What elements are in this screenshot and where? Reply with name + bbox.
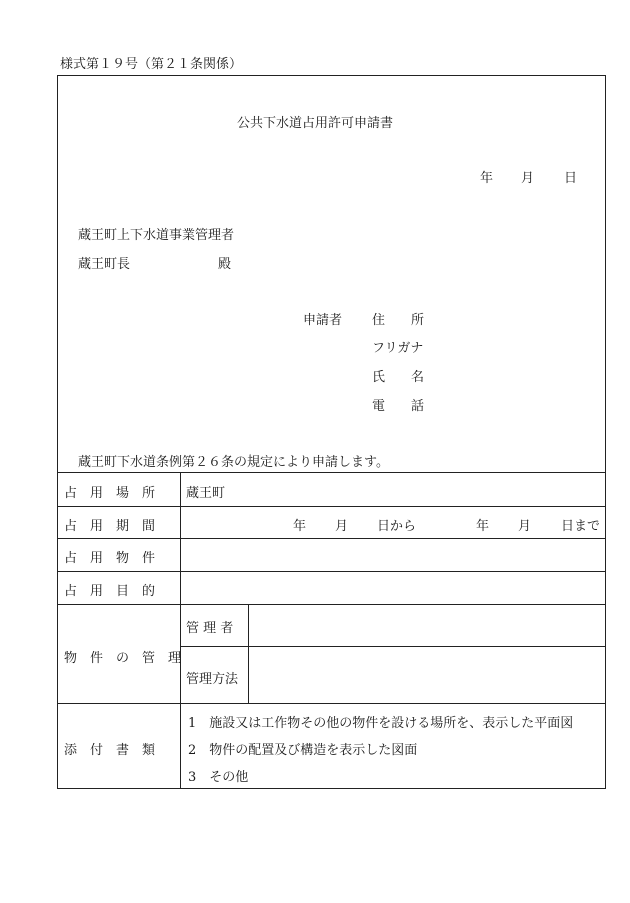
period-from-year: 年 [293,519,307,534]
label-column-divider [180,472,181,789]
applicant-name-label: 氏 名 [372,370,425,385]
row-label-purpose: 占 用 目 的 [64,584,156,599]
row-divider [57,571,606,572]
row-label-location: 占 用 場 所 [64,486,156,501]
period-from-month: 月 [335,519,349,534]
attachment-item: 1 施設又は工作物その他の物件を設ける場所を、表示した平面図 [188,716,574,731]
date-day: 日 [564,171,578,186]
period-from-suffix: 日から [377,519,417,534]
management-method-label: 管理方法 [186,672,239,687]
attachment-item: 2 物件の配置及び構造を表示した図面 [188,743,418,758]
applicant-furigana-label: フリガナ [372,341,424,356]
row-label-attachments: 添 付 書 類 [64,743,156,758]
form-title: 公共下水道占用許可申請書 [236,116,393,131]
application-statement: 蔵王町下水道条例第２６条の規定により申請します。 [78,455,389,470]
form-number: 様式第１９号（第２１条関係） [60,57,243,72]
management-sub-column-divider [248,604,249,703]
location-value: 蔵王町 [186,486,226,501]
management-sub-divider [180,646,606,647]
table-top-border [57,472,606,473]
period-to-year: 年 [476,519,490,534]
date-month: 月 [521,171,535,186]
row-divider [57,506,606,507]
row-label-period: 占 用 期 間 [64,519,156,534]
row-divider [57,538,606,539]
management-manager-label: 管 理 者 [186,621,234,636]
row-label-management: 物 件 の 管 理 [64,651,182,666]
addressee-line2: 蔵王町長 [78,257,131,272]
date-year: 年 [480,171,494,186]
applicant-label: 申請者 [303,313,343,328]
period-to-month: 月 [518,519,532,534]
applicant-address-label: 住 所 [372,313,425,328]
addressee-line1: 蔵王町上下水道事業管理者 [78,228,235,243]
row-divider [57,604,606,605]
period-to-suffix: 日まで [561,519,601,534]
attachment-item: 3 その他 [188,770,249,785]
applicant-phone-label: 電 話 [372,399,425,414]
row-divider [57,703,606,704]
addressee-honorific: 殿 [218,257,232,272]
row-label-object: 占 用 物 件 [64,551,156,566]
